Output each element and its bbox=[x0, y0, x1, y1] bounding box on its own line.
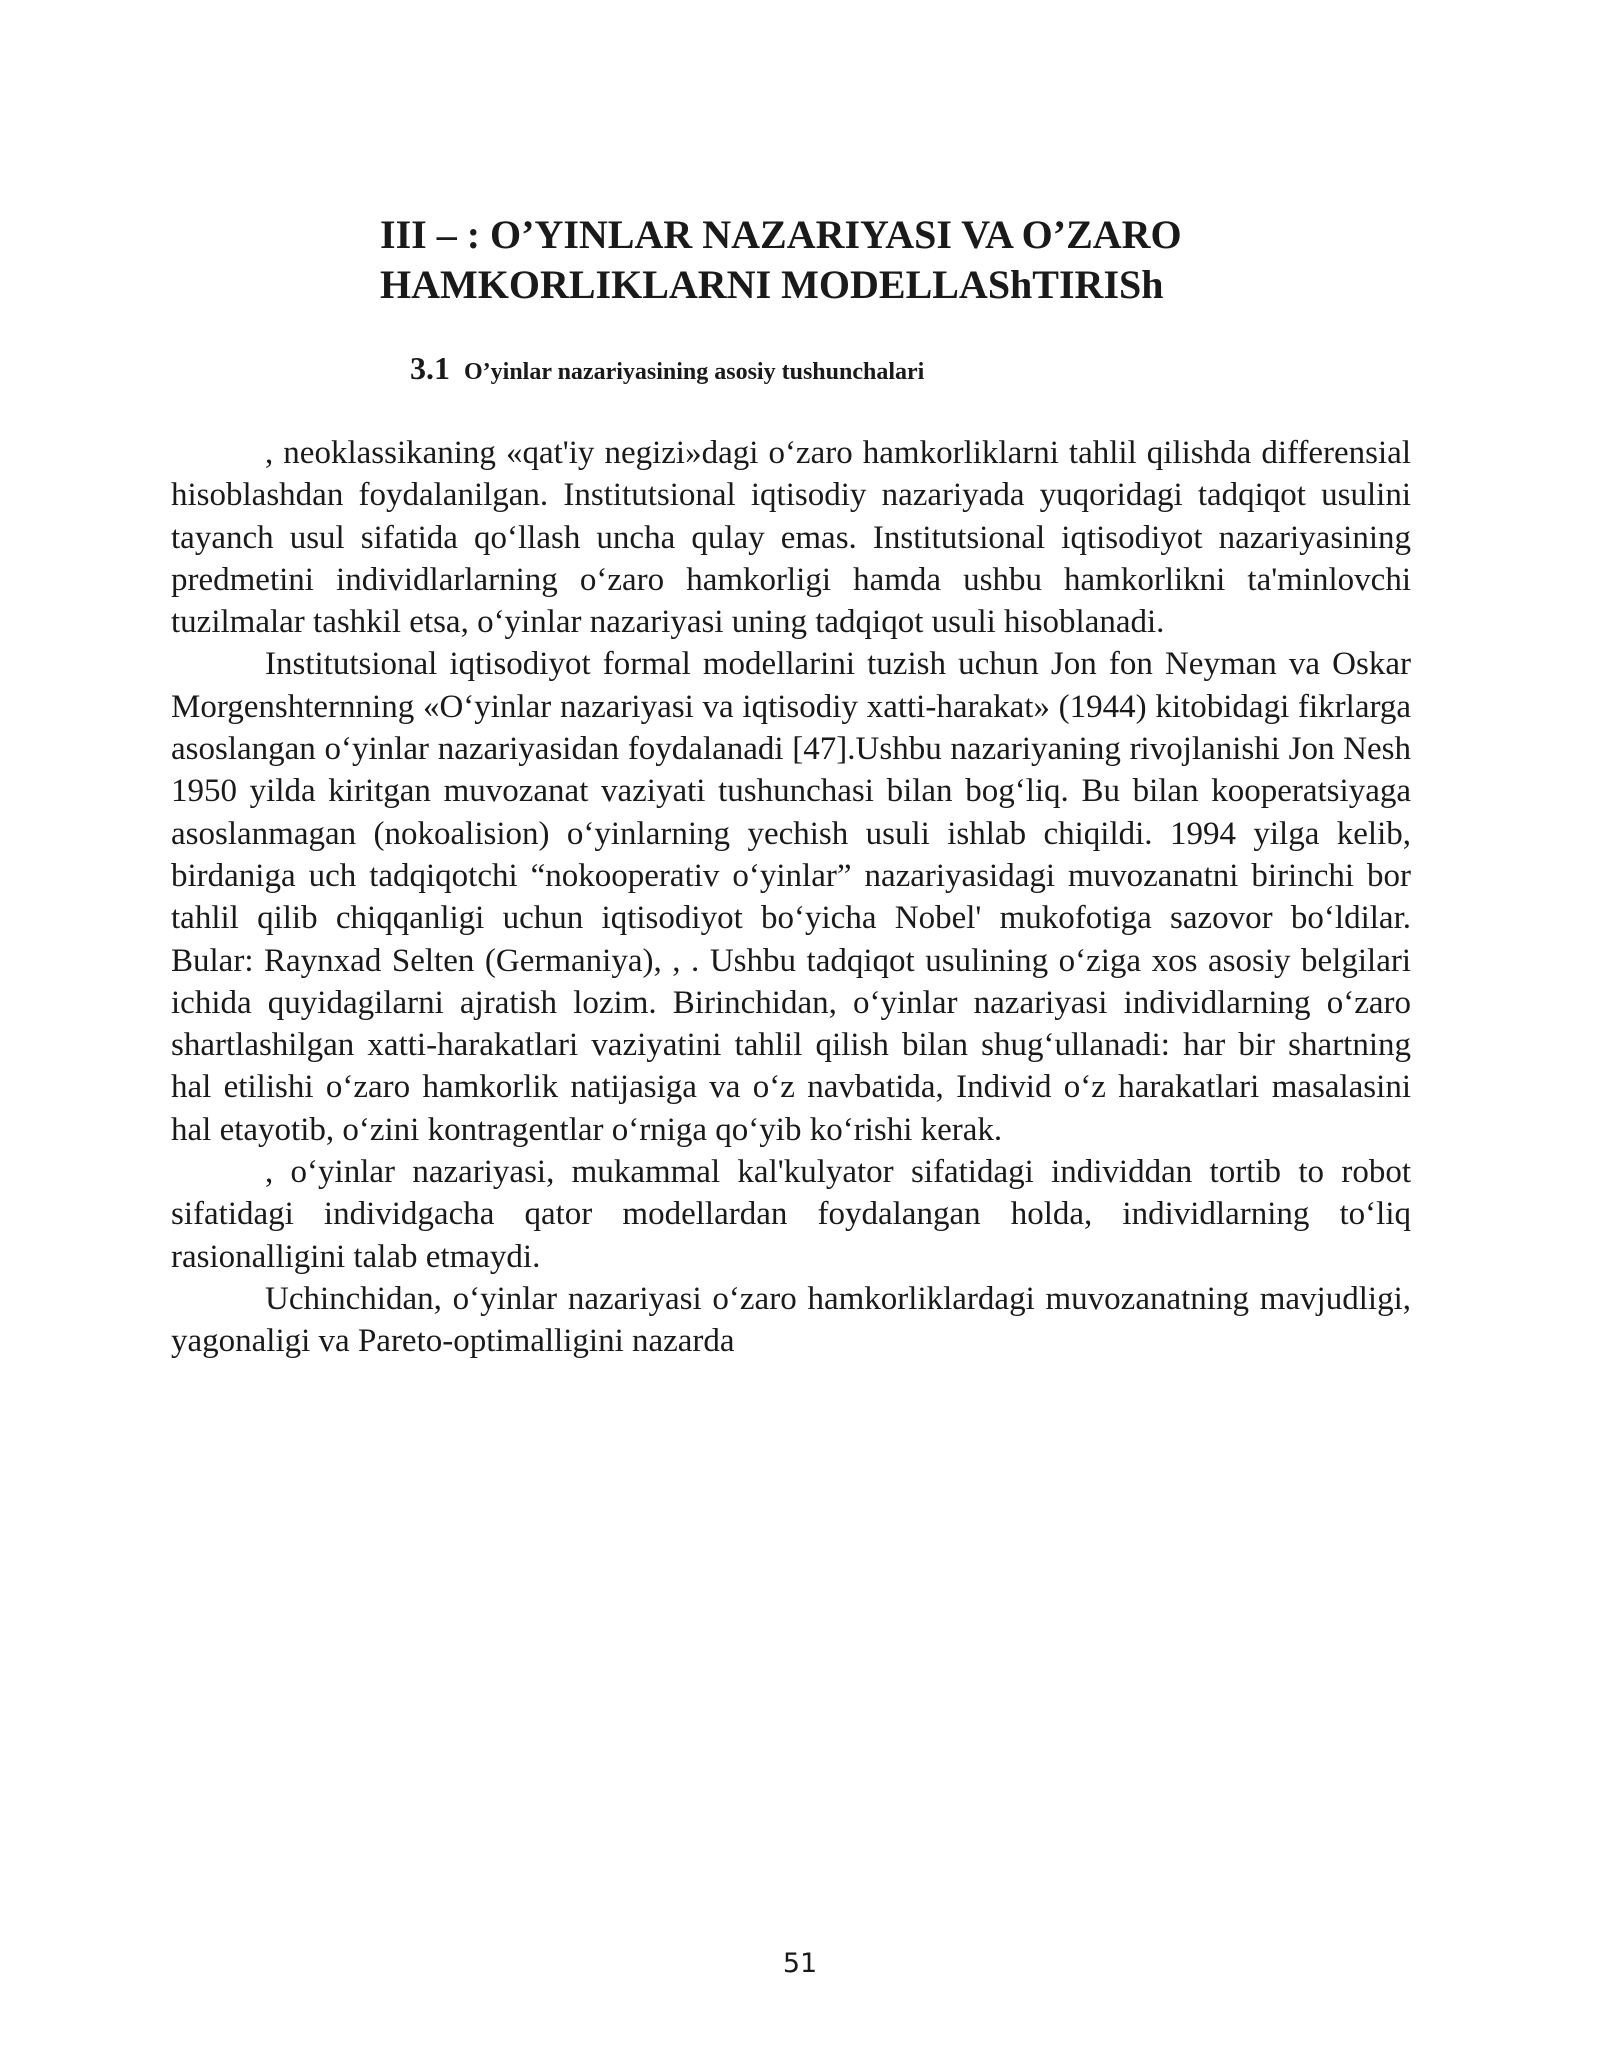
paragraph: , neoklassikaning «qat'iy negizi»dagi o‘zaro hamkorliklarni tahlil qilishda differensial hisoblashdan foydalanilgan. Institutsional iqtisodiy nazariyada yuqoridagi tadqiqot usulini tayanch usul sifatida qo‘llash uncha qulay emas. Institutsional iqtisodiyot nazariyasining predmetini individlarlarning o‘zaro hamkorligi hamda ushbu hamkorlikni ta'minlovchi tuzilmalar tashkil etsa, o‘yinlar nazariyasi uning tadqiqot usuli hisoblanadi. bbox=[171, 435, 1411, 641]
page-number: 51 bbox=[782, 1948, 818, 1979]
section-number: 3.1 bbox=[410, 350, 450, 386]
chapter-title-line-2: HAMKORLIKLARNI MODELLAShTIRISh bbox=[380, 262, 1164, 307]
chapter-title bbox=[380, 210, 1380, 310]
paragraph: Institutsional iqtisodiyot formal modellarini tuzish uchun Jon fon Neyman va Oskar Morgenshternning «O‘yinlar nazariyasi va iqtisodiy xatti-harakat» (1944) kitobidagi fikrlarga asoslangan o‘yinlar nazariyasidan foydalanadi [47].Ushbu nazariyaning rivojlanishi Jon Nesh 1950 yilda kiritgan muvozanat vaziyati tushunchasi bilan bog‘liq. Bu bilan kooperatsiyaga asoslanmagan (nokoalision) o‘yinlarning yechish usuli ishlab chiqildi. 1994 yilga kelib, birdaniga uch tadqiqotchi “nokooperativ o‘yinlar” nazariyasidagi muvozanatni birinchi bor tahlil qilib chiqqanligi uchun iqtisodiyot bo‘yicha Nobel' mukofotiga sazovor bo‘ldilar. Bular: Raynxad Selten (Germaniya), , . Ushbu tadqiqot usulining o‘ziga xos asosiy belgilari ichida quyidagilarni ajratish lozim. Birinchidan, o‘yinlar nazariyasi individlarning o‘zaro shartlashilgan xatti-harakatlari vaziyatini tahlil qilish bilan shug‘ullanadi: har bir shartning hal etilishi o‘zaro hamkorlik natijasiga va o‘z navbatida, Individ o‘z harakatlari masalasini hal etayotib, o‘zini kontragentlar o‘rniga qo‘yib ko‘rishi kerak. bbox=[171, 646, 1411, 1148]
paragraph: Uchinchidan, o‘yinlar nazariyasi o‘zaro hamkorliklardagi muvozanatning mavjudligi, yagonaligi va Pareto-optimalligini nazarda bbox=[171, 1280, 1411, 1360]
body-text bbox=[171, 432, 1411, 1363]
section-heading bbox=[410, 350, 924, 387]
section-title: O’yinlar nazariyasining asosiy tushunchalari bbox=[464, 359, 925, 385]
paragraph: , o‘yinlar nazariyasi, mukammal kal'kulyator sifatidagi individdan tortib to robot sifatidagi individgacha qator modellardan foydalangan holda, individlarning to‘liq rasionalligini talab etmaydi. bbox=[171, 1154, 1411, 1275]
chapter-title-line-1: III – : O’YINLAR NAZARIYASI VA O’ZARO bbox=[380, 212, 1182, 257]
